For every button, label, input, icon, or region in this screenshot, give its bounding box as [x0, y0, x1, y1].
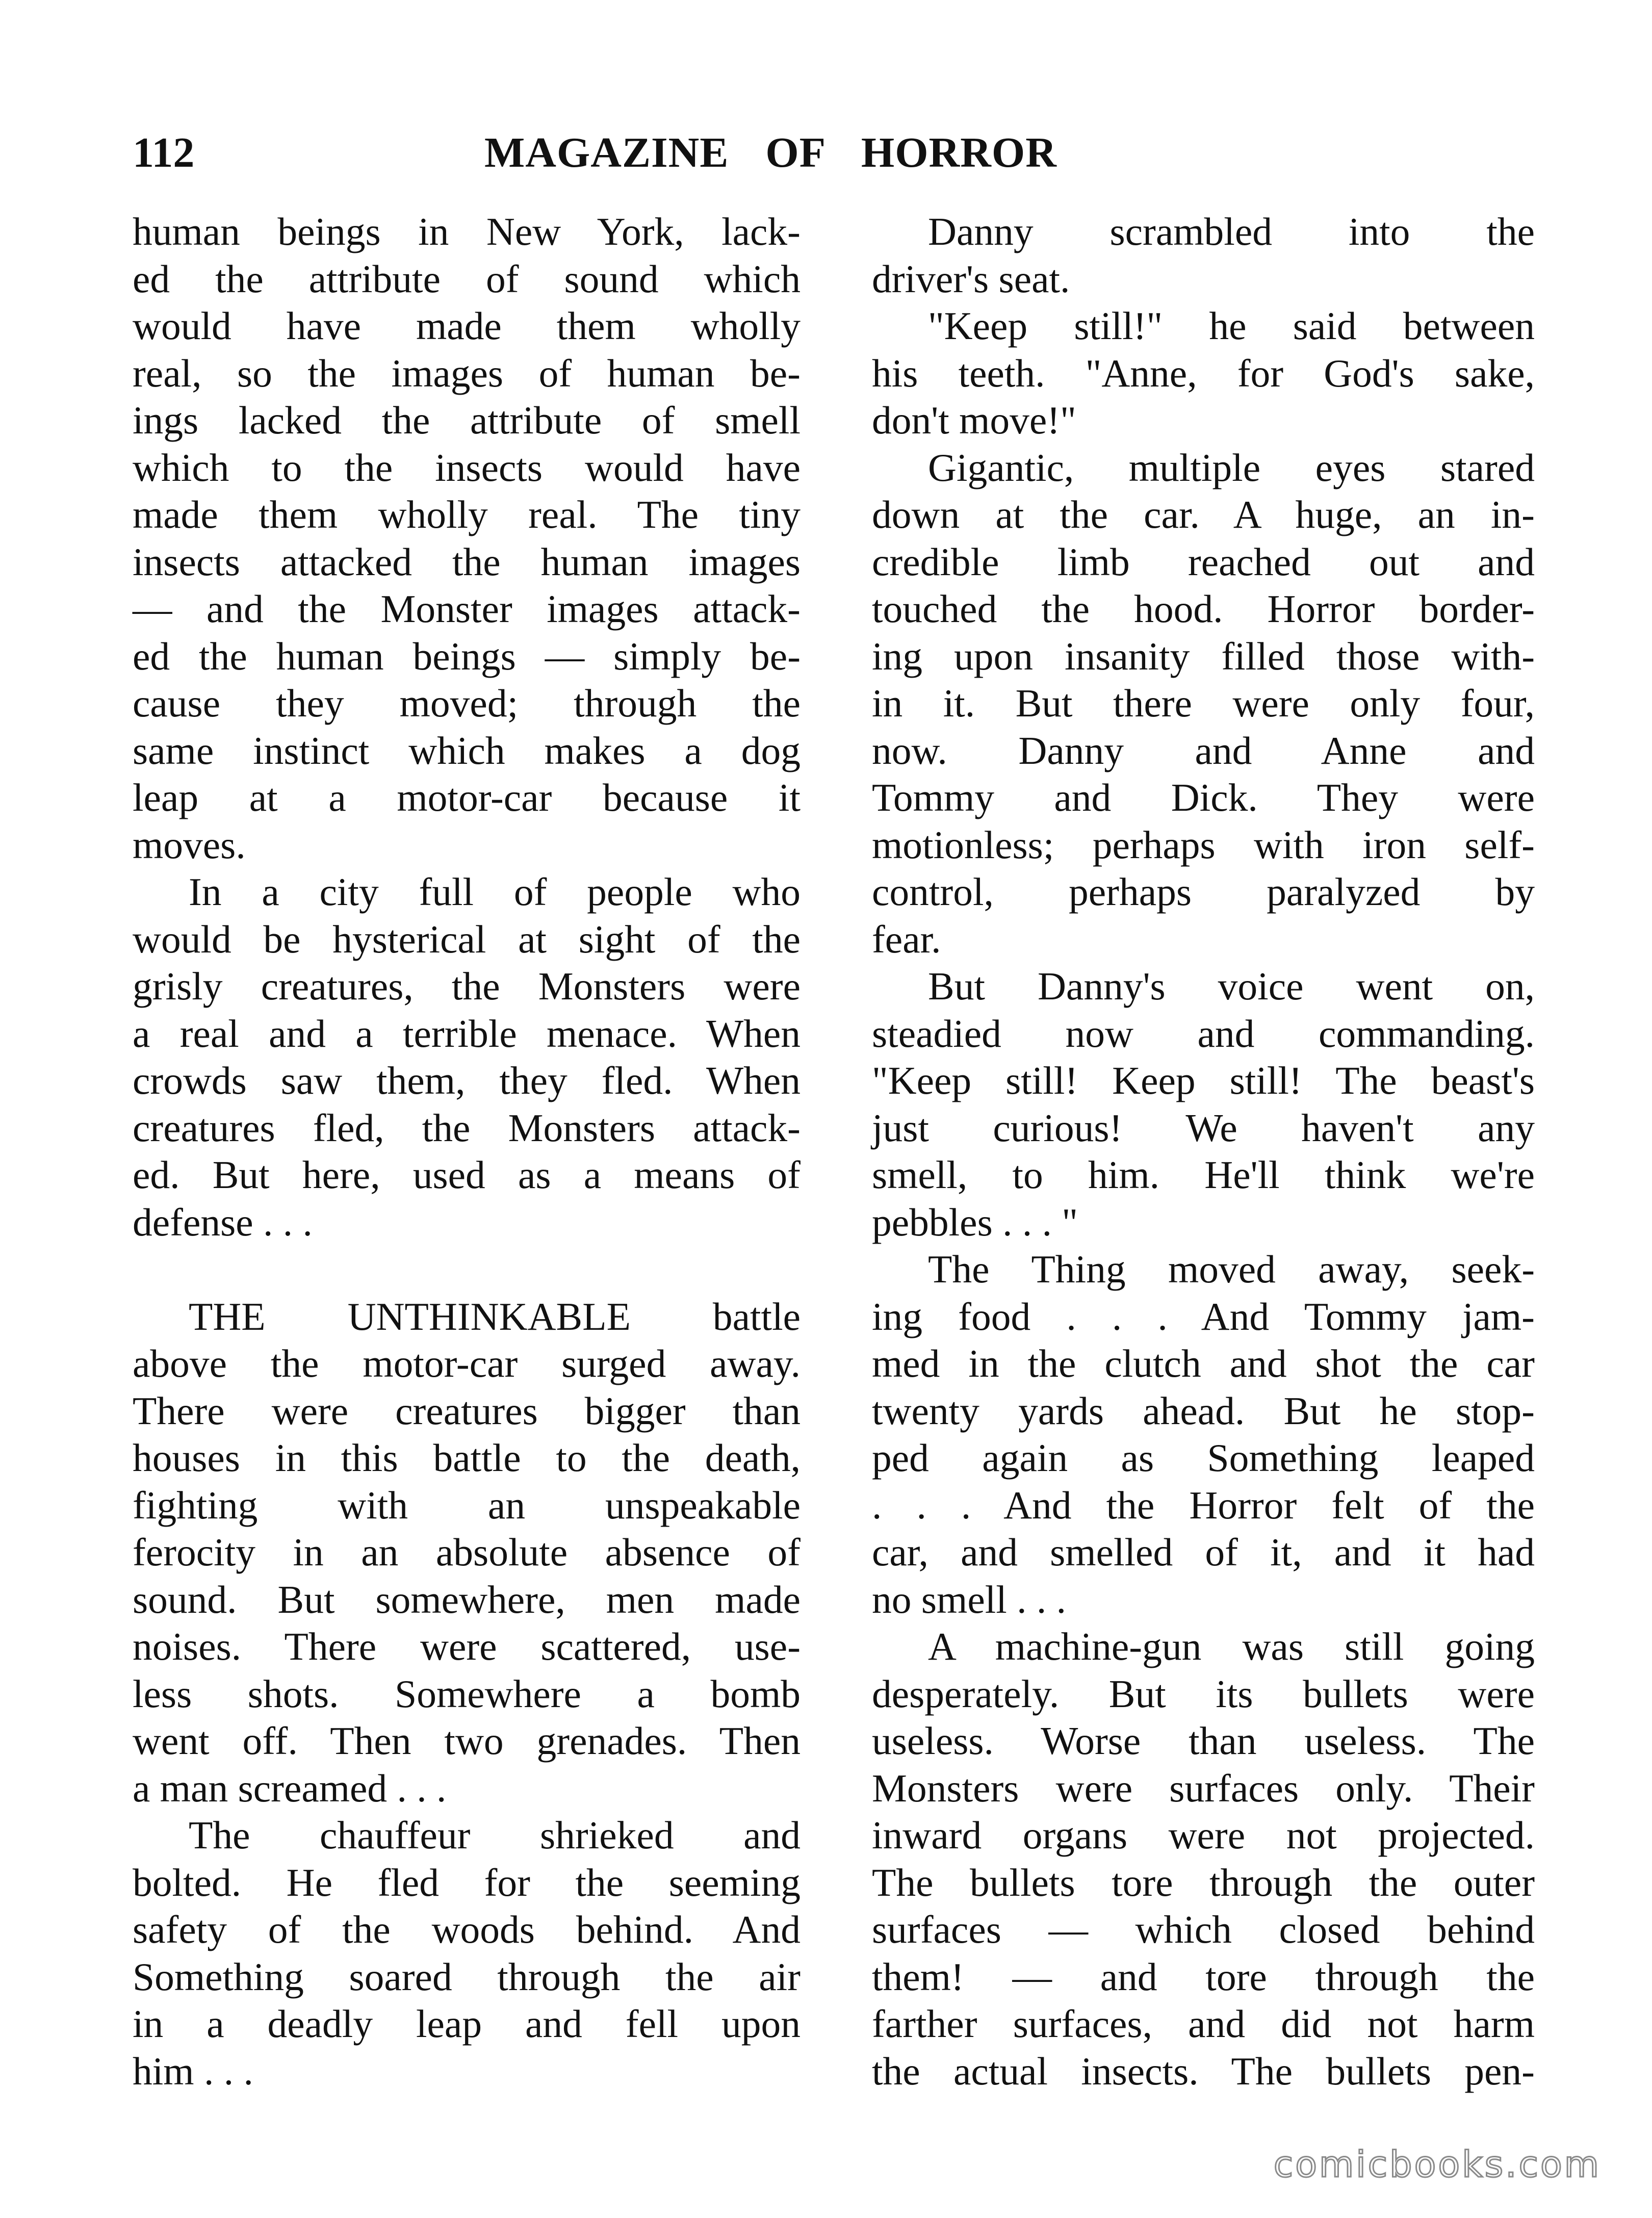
text-line: med in the clutch and shot the car [872, 1342, 1535, 1385]
text-line: now. Danny and Anne and [872, 728, 1535, 772]
text-line: ed the human beings — simply be- [133, 634, 801, 678]
text-line: THE UNTHINKABLE battle [189, 1294, 801, 1338]
right-text-column [872, 208, 1535, 2095]
text-line: In a city full of people who [189, 870, 801, 914]
text-line: creatures fled, the Monsters attack- [133, 1105, 801, 1150]
text-line: pebbles . . . " [872, 1200, 1078, 1244]
text-line: in it. But there were only four, [872, 681, 1535, 725]
text-line: ing food . . . And Tommy jam- [872, 1294, 1535, 1338]
text-line: which to the insects would have [133, 445, 801, 489]
page-header [133, 122, 1152, 184]
text-line: . . . And the Horror felt of the [872, 1483, 1535, 1527]
text-line: ped again as Something leaped [872, 1436, 1535, 1480]
text-line: noises. There were scattered, use- [133, 1624, 801, 1668]
text-line: steadied now and commanding. [872, 1011, 1535, 1055]
text-line: control, perhaps paralyzed by [872, 870, 1535, 914]
text-line: ing upon insanity filled those with- [872, 634, 1535, 678]
text-line: safety of the woods behind. And [133, 1907, 801, 1951]
text-line: no smell . . . [872, 1577, 1067, 1621]
text-line: credible limb reached out and [872, 539, 1535, 584]
text-line: same instinct which makes a dog [133, 728, 801, 772]
text-line: houses in this battle to the death, [133, 1436, 801, 1480]
text-line: his teeth. "Anne, for God's sake, [872, 351, 1535, 395]
text-line: bolted. He fled for the seeming [133, 1860, 801, 1904]
text-line: There were creatures bigger than [133, 1388, 801, 1433]
left-text-column [133, 208, 801, 2095]
text-line: The bullets tore through the outer [872, 1860, 1535, 1904]
text-line: twenty yards ahead. But he stop- [872, 1388, 1535, 1433]
text-line: above the motor-car surged away. [133, 1342, 801, 1385]
text-line: Gigantic, multiple eyes stared [928, 445, 1535, 489]
text-line: — and the Monster images attack- [133, 587, 801, 631]
text-line: car, and smelled of it, and it had [872, 1530, 1535, 1574]
text-line: motionless; perhaps with iron self- [872, 822, 1535, 867]
text-line: touched the hood. Horror border- [872, 587, 1535, 631]
page-number: 112 [133, 129, 195, 176]
text-line: the actual insects. The bullets pen- [872, 2049, 1535, 2093]
text-line: A machine-gun was still going [928, 1624, 1535, 1668]
text-line: crowds saw them, they fled. When [133, 1059, 801, 1102]
text-line: a man screamed . . . [133, 1766, 447, 1810]
text-line: cause they moved; through the [133, 681, 801, 725]
text-line: down at the car. A huge, an in- [872, 493, 1535, 536]
text-line: them! — and tore through the [872, 1954, 1535, 1999]
text-line: fighting with an unspeakable [133, 1483, 801, 1527]
text-line: Something soared through the air [133, 1954, 801, 1999]
text-line: inward organs were not projected. [872, 1813, 1535, 1857]
site-watermark: comicbooks.com [1273, 2144, 1601, 2185]
text-line: ed the attribute of sound which [133, 256, 801, 301]
text-line: went off. Then two grenades. Then [133, 1719, 801, 1763]
text-line: useless. Worse than useless. The [872, 1719, 1535, 1763]
text-line: desperately. But its bullets were [872, 1671, 1535, 1716]
text-line: But Danny's voice went on, [928, 964, 1535, 1008]
text-line: fear. [872, 917, 941, 961]
text-line: The Thing moved away, seek- [928, 1247, 1535, 1291]
text-line: smell, to him. He'll think we're [872, 1153, 1535, 1197]
paragraph-gap [133, 1246, 801, 1293]
text-line: Tommy and Dick. They were [872, 776, 1535, 819]
text-line: Danny scrambled into the [928, 210, 1535, 253]
text-line: The chauffeur shrieked and [189, 1813, 801, 1857]
text-line: sound. But somewhere, men made [133, 1577, 801, 1621]
text-line: grisly creatures, the Monsters were [133, 964, 801, 1008]
text-line: less shots. Somewhere a bomb [133, 1671, 801, 1716]
text-line: ed. But here, used as a means of [133, 1153, 801, 1197]
text-line: moves. [133, 822, 246, 867]
text-line: defense . . . [133, 1200, 313, 1244]
text-line: farther surfaces, and did not harm [872, 2002, 1535, 2046]
text-line: would have made them wholly [133, 304, 801, 348]
text-line: a real and a terrible menace. When [133, 1011, 801, 1055]
text-line: leap at a motor-car because it [133, 776, 801, 819]
text-line: ferocity in an absolute absence of [133, 1530, 801, 1574]
text-line: in a deadly leap and fell upon [133, 2002, 801, 2046]
text-line: don't move!" [872, 398, 1076, 442]
text-line: would be hysterical at sight of the [133, 917, 801, 961]
text-line: real, so the images of human be- [133, 351, 801, 395]
text-line: made them wholly real. The tiny [133, 493, 801, 536]
text-line: ings lacked the attribute of smell [133, 398, 801, 442]
text-line: driver's seat. [872, 256, 1070, 301]
text-line: "Keep still! Keep still! The beast's [872, 1059, 1535, 1102]
text-line: surfaces — which closed behind [872, 1907, 1535, 1951]
text-line: human beings in New York, lack- [133, 210, 801, 253]
text-line: "Keep still!" he said between [928, 304, 1535, 348]
text-line: just curious! We haven't any [872, 1105, 1535, 1150]
text-line: insects attacked the human images [133, 539, 801, 584]
text-line: Monsters were surfaces only. Their [872, 1766, 1535, 1810]
text-line: him . . . [133, 2049, 253, 2093]
running-head-title: MAGAZINE OF HORROR [484, 129, 1057, 176]
